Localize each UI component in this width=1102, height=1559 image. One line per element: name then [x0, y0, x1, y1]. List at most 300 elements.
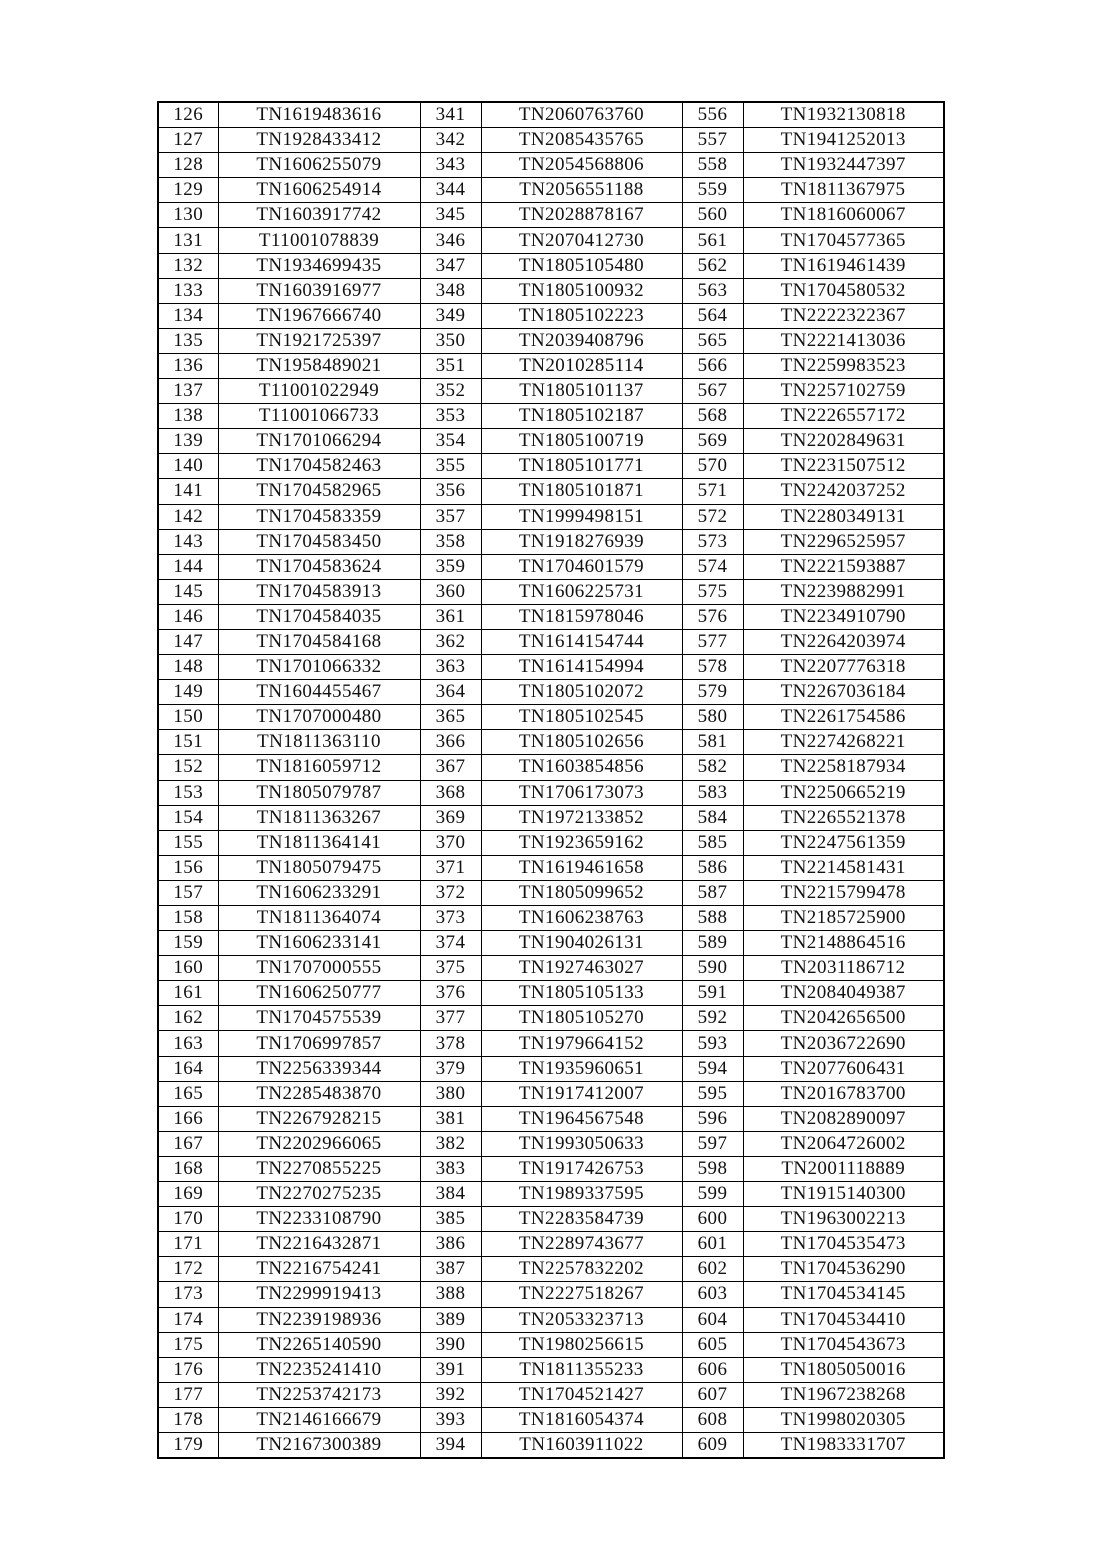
code-value-cell: TN1928433412 — [218, 128, 420, 153]
row-number-cell: 162 — [158, 1006, 218, 1031]
code-value-cell: TN1963002213 — [743, 1207, 944, 1232]
code-value-cell: TN1707000480 — [218, 705, 420, 730]
code-value-cell: TN2257832202 — [481, 1257, 682, 1282]
code-value-cell: TN1816059712 — [218, 755, 420, 780]
row-number-cell: 586 — [682, 855, 743, 880]
code-value-cell: TN1805102072 — [481, 680, 682, 705]
code-value-cell: TN1805101137 — [481, 379, 682, 404]
code-value-cell: TN1606238763 — [481, 906, 682, 931]
row-number-cell: 134 — [158, 303, 218, 328]
code-value-cell: TN2054568806 — [481, 153, 682, 178]
row-number-cell: 386 — [420, 1232, 481, 1257]
code-value-cell: TN1704535473 — [743, 1232, 944, 1257]
row-number-cell: 351 — [420, 353, 481, 378]
code-value-cell: TN2001118889 — [743, 1156, 944, 1181]
row-number-cell: 582 — [682, 755, 743, 780]
row-number-cell: 562 — [682, 253, 743, 278]
table-row — [158, 1382, 944, 1407]
row-number-cell: 603 — [682, 1282, 743, 1307]
row-number-cell: 343 — [420, 153, 481, 178]
row-number-cell: 563 — [682, 278, 743, 303]
row-number-cell: 348 — [420, 278, 481, 303]
code-value-cell: TN2216754241 — [218, 1257, 420, 1282]
row-number-cell: 370 — [420, 830, 481, 855]
row-number-cell: 393 — [420, 1407, 481, 1432]
code-value-cell: TN2064726002 — [743, 1131, 944, 1156]
table-row — [158, 303, 944, 328]
code-value-cell: TN2036722690 — [743, 1031, 944, 1056]
code-value-cell: TN1603916977 — [218, 278, 420, 303]
code-value-cell: TN2270275235 — [218, 1182, 420, 1207]
row-number-cell: 557 — [682, 128, 743, 153]
row-number-cell: 342 — [420, 128, 481, 153]
row-number-cell: 132 — [158, 253, 218, 278]
row-number-cell: 168 — [158, 1156, 218, 1181]
table-row — [158, 680, 944, 705]
code-value-cell: TN2216432871 — [218, 1232, 420, 1257]
row-number-cell: 368 — [420, 780, 481, 805]
code-value-cell: TN1704534410 — [743, 1307, 944, 1332]
code-value-cell: TN2214581431 — [743, 855, 944, 880]
code-value-cell: TN2264203974 — [743, 629, 944, 654]
row-number-cell: 565 — [682, 328, 743, 353]
row-number-cell: 349 — [420, 303, 481, 328]
row-number-cell: 146 — [158, 604, 218, 629]
row-number-cell: 568 — [682, 404, 743, 429]
row-number-cell: 377 — [420, 1006, 481, 1031]
row-number-cell: 156 — [158, 855, 218, 880]
code-value-cell: TN1704584168 — [218, 629, 420, 654]
table-row — [158, 153, 944, 178]
code-value-cell: TN2280349131 — [743, 504, 944, 529]
table-row — [158, 655, 944, 680]
row-number-cell: 580 — [682, 705, 743, 730]
row-number-cell: 383 — [420, 1156, 481, 1181]
row-number-cell: 177 — [158, 1382, 218, 1407]
code-value-cell: TN1932130818 — [743, 102, 944, 128]
table-row — [158, 1156, 944, 1181]
table-row — [158, 253, 944, 278]
code-value-cell: TN2285483870 — [218, 1081, 420, 1106]
code-value-cell: TN1805102187 — [481, 404, 682, 429]
row-number-cell: 140 — [158, 454, 218, 479]
code-value-cell: TN2028878167 — [481, 203, 682, 228]
code-value-cell: TN1704582463 — [218, 454, 420, 479]
row-number-cell: 135 — [158, 328, 218, 353]
code-value-cell: TN1999498151 — [481, 504, 682, 529]
row-number-cell: 352 — [420, 379, 481, 404]
row-number-cell: 362 — [420, 629, 481, 654]
row-number-cell: 361 — [420, 604, 481, 629]
row-number-cell: 604 — [682, 1307, 743, 1332]
row-number-cell: 367 — [420, 755, 481, 780]
table-row — [158, 1307, 944, 1332]
code-value-cell: TN1816060067 — [743, 203, 944, 228]
row-number-cell: 159 — [158, 931, 218, 956]
code-value-cell: TN2239198936 — [218, 1307, 420, 1332]
row-number-cell: 590 — [682, 956, 743, 981]
code-value-cell: TN1923659162 — [481, 830, 682, 855]
row-number-cell: 596 — [682, 1106, 743, 1131]
code-value-cell: TN1606233291 — [218, 880, 420, 905]
row-number-cell: 556 — [682, 102, 743, 128]
row-number-cell: 158 — [158, 906, 218, 931]
row-number-cell: 392 — [420, 1382, 481, 1407]
code-value-cell: TN1915140300 — [743, 1182, 944, 1207]
table-row — [158, 629, 944, 654]
row-number-cell: 558 — [682, 153, 743, 178]
row-number-cell: 587 — [682, 880, 743, 905]
table-row — [158, 379, 944, 404]
code-value-cell: TN2053323713 — [481, 1307, 682, 1332]
row-number-cell: 150 — [158, 705, 218, 730]
row-number-cell: 145 — [158, 579, 218, 604]
row-number-cell: 143 — [158, 529, 218, 554]
row-number-cell: 599 — [682, 1182, 743, 1207]
code-value-cell: TN2257102759 — [743, 379, 944, 404]
table-row — [158, 1432, 944, 1458]
table-row — [158, 1031, 944, 1056]
code-value-cell: T11001078839 — [218, 228, 420, 253]
code-value-cell: TN1980256615 — [481, 1332, 682, 1357]
row-number-cell: 129 — [158, 178, 218, 203]
row-number-cell: 353 — [420, 404, 481, 429]
code-value-cell: TN1921725397 — [218, 328, 420, 353]
row-number-cell: 365 — [420, 705, 481, 730]
row-number-cell: 175 — [158, 1332, 218, 1357]
row-number-cell: 379 — [420, 1056, 481, 1081]
code-value-cell: TN1805101771 — [481, 454, 682, 479]
row-number-cell: 176 — [158, 1357, 218, 1382]
table-row — [158, 479, 944, 504]
code-value-cell: TN1983331707 — [743, 1432, 944, 1458]
code-value-cell: TN1979664152 — [481, 1031, 682, 1056]
code-value-cell: TN1805099652 — [481, 880, 682, 905]
code-value-cell: TN2185725900 — [743, 906, 944, 931]
row-number-cell: 561 — [682, 228, 743, 253]
row-number-cell: 574 — [682, 554, 743, 579]
row-number-cell: 164 — [158, 1056, 218, 1081]
row-number-cell: 373 — [420, 906, 481, 931]
code-value-cell: TN1972133852 — [481, 805, 682, 830]
row-number-cell: 394 — [420, 1432, 481, 1458]
row-number-cell: 152 — [158, 755, 218, 780]
code-value-cell: TN1704577365 — [743, 228, 944, 253]
code-value-cell: TN1918276939 — [481, 529, 682, 554]
row-number-cell: 576 — [682, 604, 743, 629]
table-row — [158, 504, 944, 529]
code-value-cell: TN2258187934 — [743, 755, 944, 780]
code-value-cell: TN2031186712 — [743, 956, 944, 981]
code-value-cell: TN1704536290 — [743, 1257, 944, 1282]
code-value-cell: TN1704575539 — [218, 1006, 420, 1031]
code-value-cell: TN2256339344 — [218, 1056, 420, 1081]
row-number-cell: 583 — [682, 780, 743, 805]
row-number-cell: 139 — [158, 429, 218, 454]
table-row — [158, 780, 944, 805]
row-number-cell: 572 — [682, 504, 743, 529]
row-number-cell: 163 — [158, 1031, 218, 1056]
code-value-cell: TN1603854856 — [481, 755, 682, 780]
row-number-cell: 128 — [158, 153, 218, 178]
row-number-cell: 375 — [420, 956, 481, 981]
code-value-cell: TN1811364074 — [218, 906, 420, 931]
table-row — [158, 1332, 944, 1357]
code-value-cell: TN1989337595 — [481, 1182, 682, 1207]
row-number-cell: 161 — [158, 981, 218, 1006]
code-value-cell: TN2299919413 — [218, 1282, 420, 1307]
code-value-cell: TN1805079475 — [218, 855, 420, 880]
code-value-cell: TN1603917742 — [218, 203, 420, 228]
code-value-cell: T11001022949 — [218, 379, 420, 404]
table-row — [158, 102, 944, 128]
table-row — [158, 203, 944, 228]
code-value-cell: TN1606254914 — [218, 178, 420, 203]
code-value-cell: TN1934699435 — [218, 253, 420, 278]
row-number-cell: 564 — [682, 303, 743, 328]
row-number-cell: 149 — [158, 680, 218, 705]
row-number-cell: 387 — [420, 1257, 481, 1282]
code-value-cell: TN1704584035 — [218, 604, 420, 629]
code-value-cell: TN1701066294 — [218, 429, 420, 454]
row-number-cell: 384 — [420, 1182, 481, 1207]
code-value-cell: TN1805102656 — [481, 730, 682, 755]
code-value-cell: TN2267928215 — [218, 1106, 420, 1131]
row-number-cell: 178 — [158, 1407, 218, 1432]
row-number-cell: 347 — [420, 253, 481, 278]
row-number-cell: 173 — [158, 1282, 218, 1307]
table-row — [158, 931, 944, 956]
code-value-cell: TN1619461658 — [481, 855, 682, 880]
row-number-cell: 595 — [682, 1081, 743, 1106]
code-value-cell: TN1704580532 — [743, 278, 944, 303]
row-number-cell: 138 — [158, 404, 218, 429]
row-number-cell: 355 — [420, 454, 481, 479]
code-value-cell: TN1606225731 — [481, 579, 682, 604]
code-value-cell: TN1701066332 — [218, 655, 420, 680]
code-value-cell: TN1964567548 — [481, 1106, 682, 1131]
row-number-cell: 602 — [682, 1257, 743, 1282]
row-number-cell: 598 — [682, 1156, 743, 1181]
row-number-cell: 573 — [682, 529, 743, 554]
code-value-cell: TN1816054374 — [481, 1407, 682, 1432]
row-number-cell: 363 — [420, 655, 481, 680]
code-value-cell: TN1704582965 — [218, 479, 420, 504]
row-number-cell: 381 — [420, 1106, 481, 1131]
code-value-cell: TN2042656500 — [743, 1006, 944, 1031]
row-number-cell: 169 — [158, 1182, 218, 1207]
row-number-cell: 606 — [682, 1357, 743, 1382]
code-value-cell: TN2070412730 — [481, 228, 682, 253]
code-value-cell: TN2227518267 — [481, 1282, 682, 1307]
code-value-cell: TN2259983523 — [743, 353, 944, 378]
code-value-cell: TN2296525957 — [743, 529, 944, 554]
row-number-cell: 376 — [420, 981, 481, 1006]
code-value-cell: TN1619483616 — [218, 102, 420, 128]
table-row — [158, 454, 944, 479]
table-row — [158, 278, 944, 303]
code-value-cell: TN2235241410 — [218, 1357, 420, 1382]
table-row — [158, 328, 944, 353]
code-value-cell: TN1706997857 — [218, 1031, 420, 1056]
row-number-cell: 592 — [682, 1006, 743, 1031]
table-row — [158, 604, 944, 629]
table-row — [158, 755, 944, 780]
row-number-cell: 382 — [420, 1131, 481, 1156]
row-number-cell: 148 — [158, 655, 218, 680]
table-row — [158, 1182, 944, 1207]
row-number-cell: 584 — [682, 805, 743, 830]
code-value-cell: TN1805100719 — [481, 429, 682, 454]
row-number-cell: 137 — [158, 379, 218, 404]
row-number-cell: 569 — [682, 429, 743, 454]
row-number-cell: 597 — [682, 1131, 743, 1156]
table-row — [158, 1131, 944, 1156]
row-number-cell: 588 — [682, 906, 743, 931]
row-number-cell: 579 — [682, 680, 743, 705]
code-value-cell: TN1805101871 — [481, 479, 682, 504]
row-number-cell: 356 — [420, 479, 481, 504]
table-row — [158, 906, 944, 931]
row-number-cell: 585 — [682, 830, 743, 855]
code-value-cell: TN2215799478 — [743, 880, 944, 905]
code-value-cell: TN1967666740 — [218, 303, 420, 328]
row-number-cell: 131 — [158, 228, 218, 253]
code-value-cell: TN1606250777 — [218, 981, 420, 1006]
row-number-cell: 174 — [158, 1307, 218, 1332]
row-number-cell: 591 — [682, 981, 743, 1006]
code-value-cell: TN1704521427 — [481, 1382, 682, 1407]
code-value-cell: TN2247561359 — [743, 830, 944, 855]
row-number-cell: 341 — [420, 102, 481, 128]
code-value-cell: TN2221413036 — [743, 328, 944, 353]
table-row — [158, 228, 944, 253]
code-value-cell: TN1815978046 — [481, 604, 682, 629]
row-number-cell: 359 — [420, 554, 481, 579]
code-value-cell: TN2060763760 — [481, 102, 682, 128]
code-value-cell: TN2226557172 — [743, 404, 944, 429]
row-number-cell: 566 — [682, 353, 743, 378]
row-number-cell: 136 — [158, 353, 218, 378]
code-value-cell: TN1811363267 — [218, 805, 420, 830]
code-value-cell: TN1704583359 — [218, 504, 420, 529]
table-row — [158, 579, 944, 604]
code-value-cell: TN2207776318 — [743, 655, 944, 680]
row-number-cell: 389 — [420, 1307, 481, 1332]
row-number-cell: 581 — [682, 730, 743, 755]
code-value-cell: TN1935960651 — [481, 1056, 682, 1081]
table-row — [158, 404, 944, 429]
code-value-cell: TN1811367975 — [743, 178, 944, 203]
row-number-cell: 179 — [158, 1432, 218, 1458]
code-value-cell: TN2242037252 — [743, 479, 944, 504]
code-value-cell: TN2085435765 — [481, 128, 682, 153]
row-number-cell: 358 — [420, 529, 481, 554]
table-row — [158, 1407, 944, 1432]
code-value-cell: TN1805100932 — [481, 278, 682, 303]
code-value-cell: TN2222322367 — [743, 303, 944, 328]
code-value-cell: TN1917426753 — [481, 1156, 682, 1181]
row-number-cell: 360 — [420, 579, 481, 604]
table-row — [158, 529, 944, 554]
row-number-cell: 578 — [682, 655, 743, 680]
row-number-cell: 608 — [682, 1407, 743, 1432]
code-value-cell: TN2261754586 — [743, 705, 944, 730]
row-number-cell: 345 — [420, 203, 481, 228]
row-number-cell: 570 — [682, 454, 743, 479]
row-number-cell: 366 — [420, 730, 481, 755]
table-row — [158, 805, 944, 830]
code-value-cell: TN1704543673 — [743, 1332, 944, 1357]
code-value-cell: TN2265521378 — [743, 805, 944, 830]
row-number-cell: 154 — [158, 805, 218, 830]
row-number-cell: 600 — [682, 1207, 743, 1232]
code-value-cell: TN2283584739 — [481, 1207, 682, 1232]
row-number-cell: 391 — [420, 1357, 481, 1382]
code-value-cell: TN1704583624 — [218, 554, 420, 579]
row-number-cell: 172 — [158, 1257, 218, 1282]
code-value-cell: TN1811363110 — [218, 730, 420, 755]
row-number-cell: 371 — [420, 855, 481, 880]
table-row — [158, 730, 944, 755]
row-number-cell: 144 — [158, 554, 218, 579]
row-number-cell: 126 — [158, 102, 218, 128]
row-number-cell: 589 — [682, 931, 743, 956]
code-value-cell: T11001066733 — [218, 404, 420, 429]
code-value-cell: TN1805102545 — [481, 705, 682, 730]
code-value-cell: TN2056551188 — [481, 178, 682, 203]
table-row — [158, 855, 944, 880]
table-row — [158, 1282, 944, 1307]
row-number-cell: 594 — [682, 1056, 743, 1081]
row-number-cell: 133 — [158, 278, 218, 303]
row-number-cell: 130 — [158, 203, 218, 228]
table-row — [158, 429, 944, 454]
row-number-cell: 166 — [158, 1106, 218, 1131]
code-value-cell: TN2231507512 — [743, 454, 944, 479]
code-value-cell: TN2010285114 — [481, 353, 682, 378]
row-number-cell: 171 — [158, 1232, 218, 1257]
code-value-cell: TN1941252013 — [743, 128, 944, 153]
row-number-cell: 577 — [682, 629, 743, 654]
code-value-cell: TN2233108790 — [218, 1207, 420, 1232]
row-number-cell: 605 — [682, 1332, 743, 1357]
code-value-cell: TN1917412007 — [481, 1081, 682, 1106]
code-value-cell: TN2221593887 — [743, 554, 944, 579]
code-value-cell: TN1805105270 — [481, 1006, 682, 1031]
code-value-cell: TN1927463027 — [481, 956, 682, 981]
row-number-cell: 357 — [420, 504, 481, 529]
code-value-cell: TN1606255079 — [218, 153, 420, 178]
code-value-cell: TN2265140590 — [218, 1332, 420, 1357]
row-number-cell: 372 — [420, 880, 481, 905]
code-value-cell: TN2016783700 — [743, 1081, 944, 1106]
row-number-cell: 378 — [420, 1031, 481, 1056]
row-number-cell: 385 — [420, 1207, 481, 1232]
row-number-cell: 560 — [682, 203, 743, 228]
table-row — [158, 956, 944, 981]
table-row — [158, 353, 944, 378]
code-value-cell: TN2084049387 — [743, 981, 944, 1006]
table-row — [158, 554, 944, 579]
code-value-cell: TN2148864516 — [743, 931, 944, 956]
code-value-cell: TN2250665219 — [743, 780, 944, 805]
code-value-cell: TN1993050633 — [481, 1131, 682, 1156]
code-value-cell: TN2267036184 — [743, 680, 944, 705]
code-value-cell: TN1805050016 — [743, 1357, 944, 1382]
row-number-cell: 155 — [158, 830, 218, 855]
row-number-cell: 388 — [420, 1282, 481, 1307]
